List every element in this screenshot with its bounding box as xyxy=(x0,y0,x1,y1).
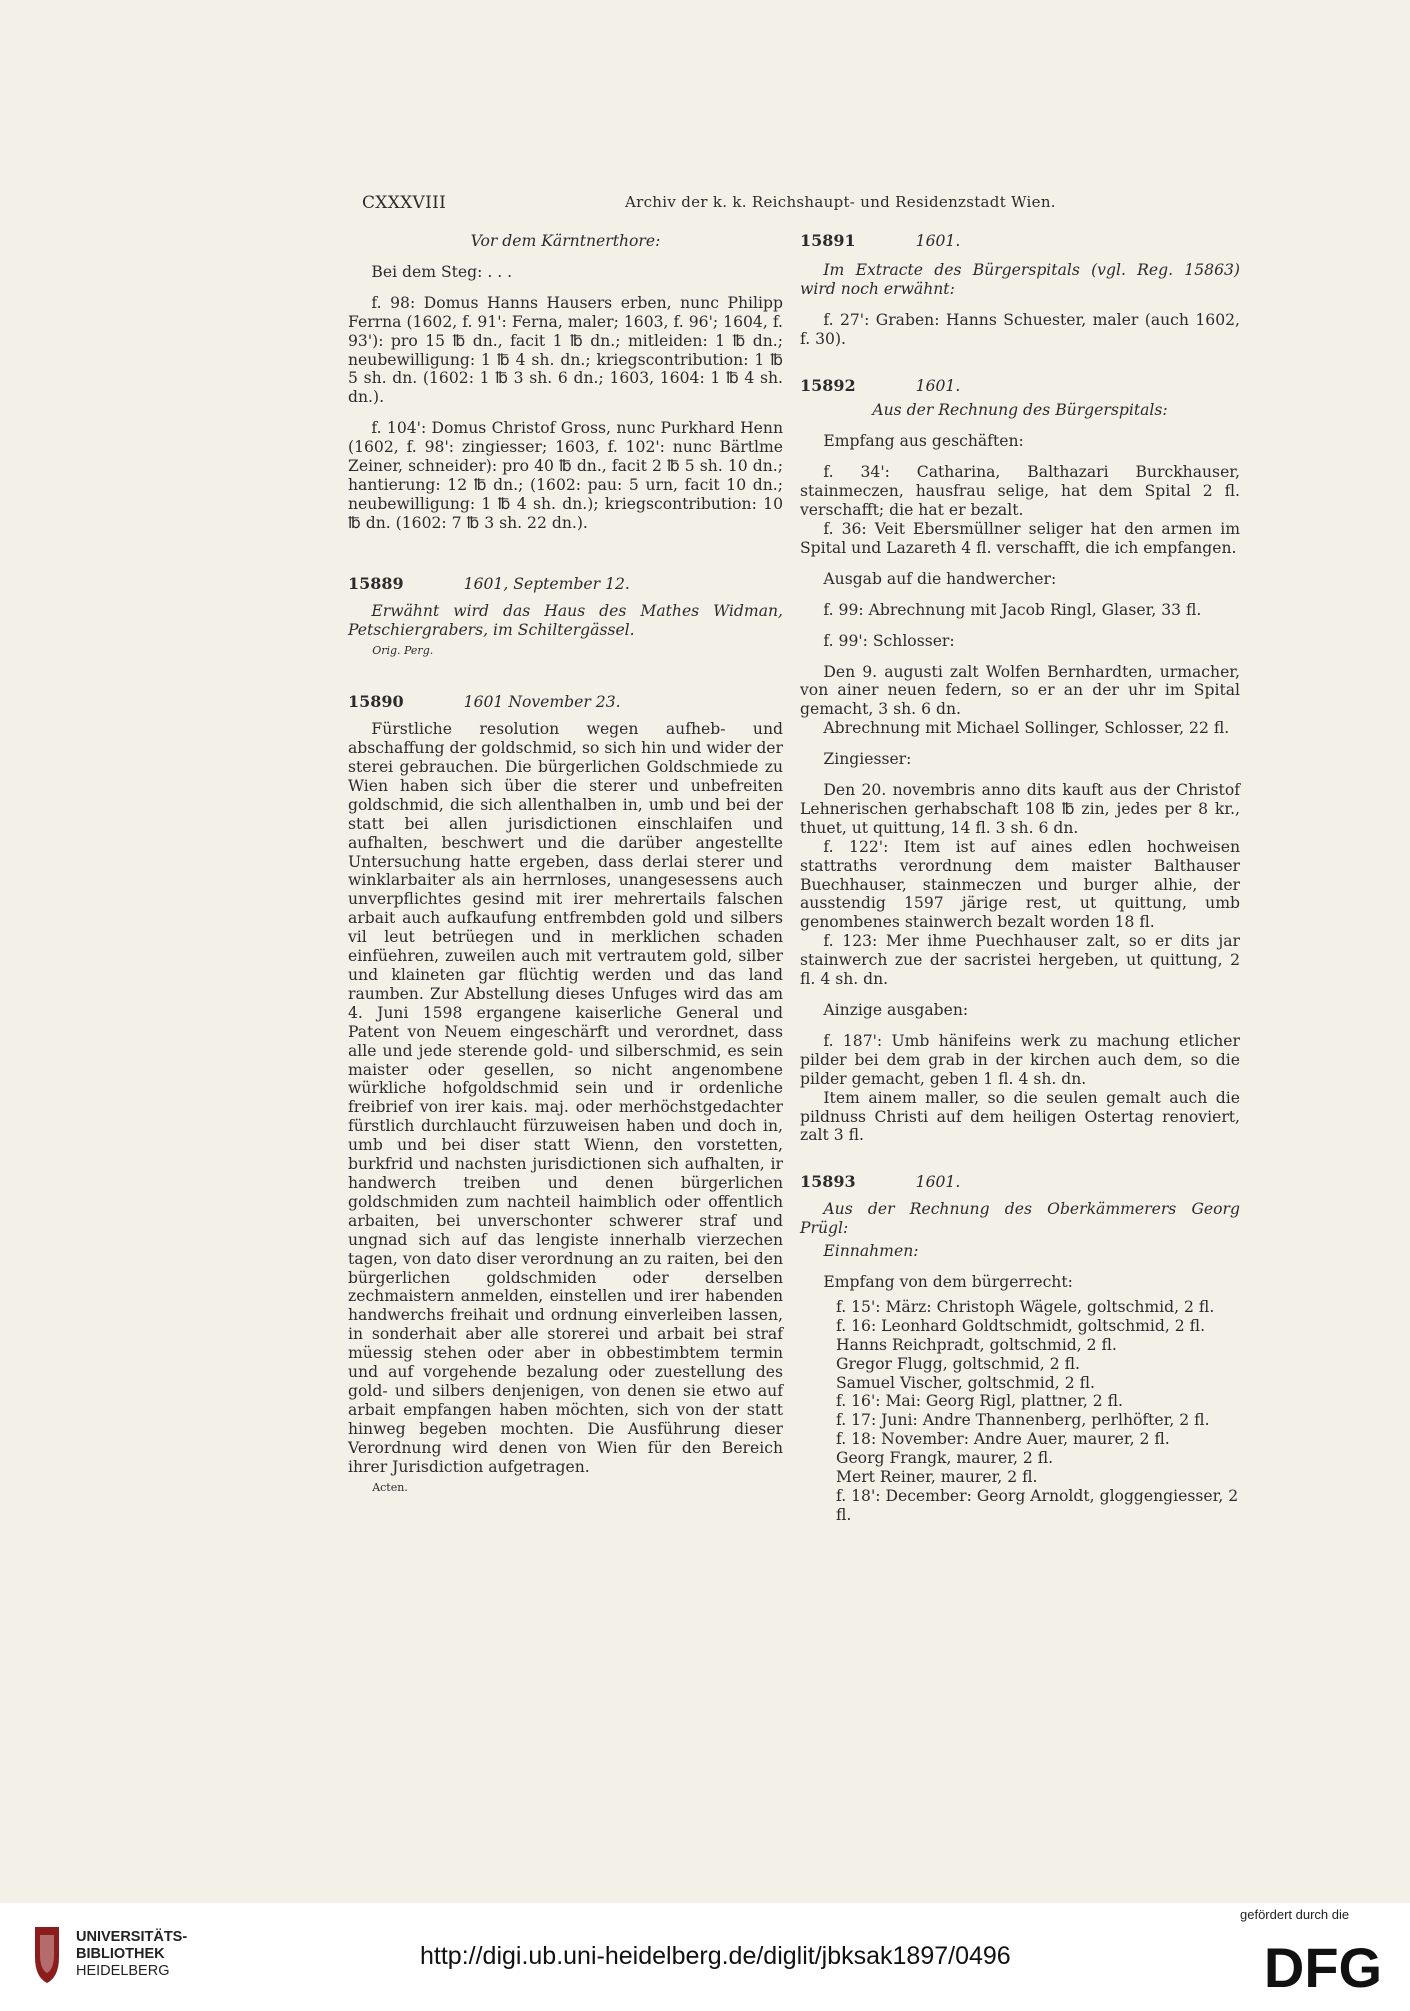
paragraph: Den 9. augusti zalt Wolfen Bernhardten, urmacher, von ainer neuen federn, so er an der uhr im Spital gemacht, 3 sh. 6 dn. xyxy=(800,662,1240,719)
section-heading: Vor dem Kärntnerthore: xyxy=(470,232,661,250)
entry-date: 1601. xyxy=(915,232,961,250)
entry-header xyxy=(348,693,783,712)
source-note: Orig. Perg. xyxy=(372,644,434,658)
entry-header xyxy=(800,232,1240,251)
funding-note: gefördert durch die xyxy=(1240,1907,1350,1922)
entry-body: Fürstliche resolution wegen aufheb- und abschaffung der goldschmid, so sich hin und wider der sterei gebrauchen. Die bürgerlichen Goldschmiede zu Wien haben sich über die sterer und unbefreiten goldschmid, die sich allenthalben in, umb und bei der statt bei allen jurisdictionen einschlaifen und aufhalten, beschwert und die darüber angestellte Untersuchung hatte ergeben, dass derlai sterer und winklarbaiter als ain herrnloses, unangesessens auch unverpflichtes gesind mit irer mehrertails falschen arbait auch aufkaufung entfrembden gold und silbers vil leut betrüegen und in merklichen schaden einfüehren, zuweilen auch mit vertrautem gold, silber und klaineten gar flüchtig werden und das land raumben. Zur Abstellung dieses Unfuges wird das am 4. Juni 1598 ergangene kaiserliche General und Patent von Neuem eingeschärft und verordnet, dass alle und jede sterende gold- und silberschmid, es sein maister oder gesellen, so nicht angenombene würkliche hofgoldschmid sein und ir ordenliche freibrief von irer kais. maj. oder merhöchstgedachter fürstlich durchlaucht fürzuweisen haben und doch in, umb und bei diser statt Wienn, den vorstetten, burkfrid und nachsten jurisdictionen sich aufhalten, ir handwerch treiben und denen bürgerlichen goldschmiden zum nachteil haimblich oder offentlich arbaiten, bei unverschonter schwerer straf und ungnad sich auf das lengiste innerhalb vierzechen tagen, von dato diser verordnung an zu raiten, bei den bürgerlichen goldschmiden oder derselben zechmaistern anmelden, einstellen und irer habenden handwerchs freihait und ordnung einverleiben lassen, in sonderhait aber alle storerei und arbait bei straf müessig stehen oder aber in obbestimbtem termin und auf vorgehende bezalung oder zuestellung des gold- und silbers denjenigen, von denen sie etwo auf arbait empfangen haben möchten, sich von der statt hinweg begeben mochten. Die Ausführung dieser Verordnung wird denen von Wien für den Bereich ihrer Jurisdiction aufgetragen. xyxy=(348,720,783,1476)
entry-date: 1601, September 12. xyxy=(463,574,630,593)
list-item: f. 18: November: Andre Auer, maurer, 2 fl. xyxy=(836,1430,1170,1449)
paragraph: f. 34': Catharina, Balthazari Burckhauser, stainmeczen, hausfrau selige, hat dem Spital 2 fl. verschafft; die hat er bezalt. xyxy=(800,463,1240,520)
left-column xyxy=(348,232,783,1498)
paragraph: Den 20. novembris anno dits kauft aus der Christof Lehnerischen gerhabschaft 108 ℔ zin, jedes per 8 kr., thuet, ut quittung, 14 fl. 3 sh. 6 dn. xyxy=(800,781,1240,837)
list-item: Mert Reiner, maurer, 2 fl. xyxy=(836,1468,1038,1487)
entry-header xyxy=(800,1173,1240,1192)
entry-number: 15893 xyxy=(800,1172,856,1192)
source-note: Acten. xyxy=(372,1481,408,1495)
paragraph: f. 98: Domus Hanns Hausers erben, nunc Philipp Ferrna (1602, f. 91': Ferna, maler; 1603, f. 96'; 1604, f. 93'): pro 15 ℔ dn., facit 1 ℔ dn.; mitleiden: 1 ℔ dn.; neubewilligung: 1 ℔ 4 sh. dn.; kriegscontribution: 1 ℔ 5 sh. dn. (1602: 1 ℔ 3 sh. 6 dn.; 1603, 1604: 1 ℔ 4 sh. dn.). xyxy=(348,293,783,407)
list-item: f. 17: Juni: Andre Thannenberg, perlhöfter, 2 fl. xyxy=(836,1411,1210,1430)
permalink-url[interactable]: http://digi.ub.uni-heidelberg.de/diglit/jbksak1897/0496 xyxy=(420,1942,1011,1970)
paragraph: f. 122': Item ist auf aines edlen hochweisen stattraths verordnung dem maister Balthauser Buechhauser, stainmeczen und burger alhie, der ausstendig 1597 järige rest, ut quittung, umb genombenes stainwerch bezalt worden 18 fl. xyxy=(800,837,1240,932)
page-number: CXXXVIII xyxy=(362,193,447,213)
paragraph: f. 99': Schlosser: xyxy=(823,631,955,650)
entry-date: 1601 November 23. xyxy=(463,693,621,712)
list-item: Georg Frangk, maurer, 2 fl. xyxy=(836,1449,1054,1468)
running-title: Archiv der k. k. Reichshaupt- und Residenzstadt Wien. xyxy=(625,193,1056,211)
entry-header xyxy=(348,575,783,594)
list-item: f. 16: Leonhard Goldtschmidt, goltschmid, 2 fl. xyxy=(836,1316,1206,1335)
paragraph: Item ainem maller, so die seulen gemalt auch die pildnuss Christi auf dem heiligen Ostertag renoviert, zalt 3 fl. xyxy=(800,1088,1240,1145)
subheading: Empfang aus geschäften: xyxy=(823,432,1024,451)
entry-header xyxy=(800,377,1240,396)
paragraph: f. 36: Veit Ebersmüllner seliger hat den armen im Spital und Lazareth 4 fl. verschafft, die ich empfangen. xyxy=(800,519,1240,557)
entry-summary: Erwähnt wird das Haus des Mathes Widman, Petschiergrabers, im Schiltergässel. xyxy=(348,601,783,639)
list-item: f. 18': December: Georg Arnoldt, gloggengiesser, 2 fl. xyxy=(836,1486,1239,1524)
right-column xyxy=(800,232,1240,1525)
subheading: Einnahmen: xyxy=(823,1242,919,1261)
subheading: Bei dem Steg: . . . xyxy=(371,262,513,281)
paragraph: f. 104': Domus Christof Gross, nunc Purkhard Henn (1602, f. 98': zingiesser; 1603, f. 102': nunc Bärtlme Zeiner, schneider): pro 40 ℔ dn., facit 2 ℔ 5 sh. 10 dn.; hantierung: 12 ℔ dn.; (1602: pau: 5 urn, facit 10 dn.; neubewilligung: 1 ℔ 4 sh. dn.); kriegscontribution: 10 ℔ dn. (1602: 7 ℔ 3 sh. 22 dn.). xyxy=(348,419,783,532)
list-item: f. 16': Mai: Georg Rigl, plattner, 2 fl. xyxy=(836,1392,1123,1411)
paragraph: f. 187': Umb hänifeins werk zu machung etlicher pilder bei dem grab in der kirchen auch dem, so die pilder gemacht, geben 1 fl. 4 sh. dn. xyxy=(800,1031,1240,1088)
entry-intro: Aus der Rechnung des Oberkämmerers Georg Prügl: xyxy=(800,1200,1240,1238)
entry-intro: Aus der Rechnung des Bürgerspitals: xyxy=(872,401,1168,420)
entry-number: 15890 xyxy=(348,692,404,712)
paragraph: Abrechnung mit Michael Sollinger, Schlosser, 22 fl. xyxy=(823,719,1230,738)
list-item: Hanns Reichpradt, goltschmid, 2 fl. xyxy=(836,1335,1117,1354)
subheading: Zingiesser: xyxy=(823,750,912,769)
subheading: Empfang von dem bürgerrecht: xyxy=(823,1272,1073,1291)
paragraph: f. 123: Mer ihme Puechhauser zalt, so er dits jar stainwerch zue der sacristei hergeben, ut quittung, 2 fl. 4 sh. dn. xyxy=(800,932,1240,989)
list-item: Gregor Flugg, goltschmid, 2 fl. xyxy=(836,1354,1080,1373)
entry-date: 1601. xyxy=(915,1173,961,1192)
entry-date: 1601. xyxy=(915,376,961,395)
subheading: Ainzige ausgaben: xyxy=(823,1001,969,1019)
list-item: f. 15': März: Christoph Wägele, goltschmid, 2 fl. xyxy=(836,1297,1215,1316)
paragraph: f. 27': Graben: Hanns Schuester, maler (auch 1602, f. 30). xyxy=(800,310,1240,348)
svg-text:DFG: DFG xyxy=(1263,1936,1383,1995)
list-item: Samuel Vischer, goltschmid, 2 fl. xyxy=(836,1373,1095,1392)
citizenship-list xyxy=(800,1298,1240,1525)
university-name: UNIVERSITÄTS- BIBLIOTHEK HEIDELBERG xyxy=(76,1929,188,1979)
entry-number: 15892 xyxy=(800,375,856,395)
entry-number: 15889 xyxy=(348,573,404,593)
subheading: Ausgab auf die handwercher: xyxy=(823,569,1057,588)
dfg-logo xyxy=(1258,1935,1388,1995)
entry-number: 15891 xyxy=(800,231,856,250)
university-logo-icon xyxy=(32,1925,62,1985)
entry-intro: Im Extracte des Bürgerspitals (vgl. Reg. 15863) wird noch erwähnt: xyxy=(800,260,1240,298)
paragraph: f. 99: Abrechnung mit Jacob Ringl, Glaser, 33 fl. xyxy=(823,600,1202,619)
